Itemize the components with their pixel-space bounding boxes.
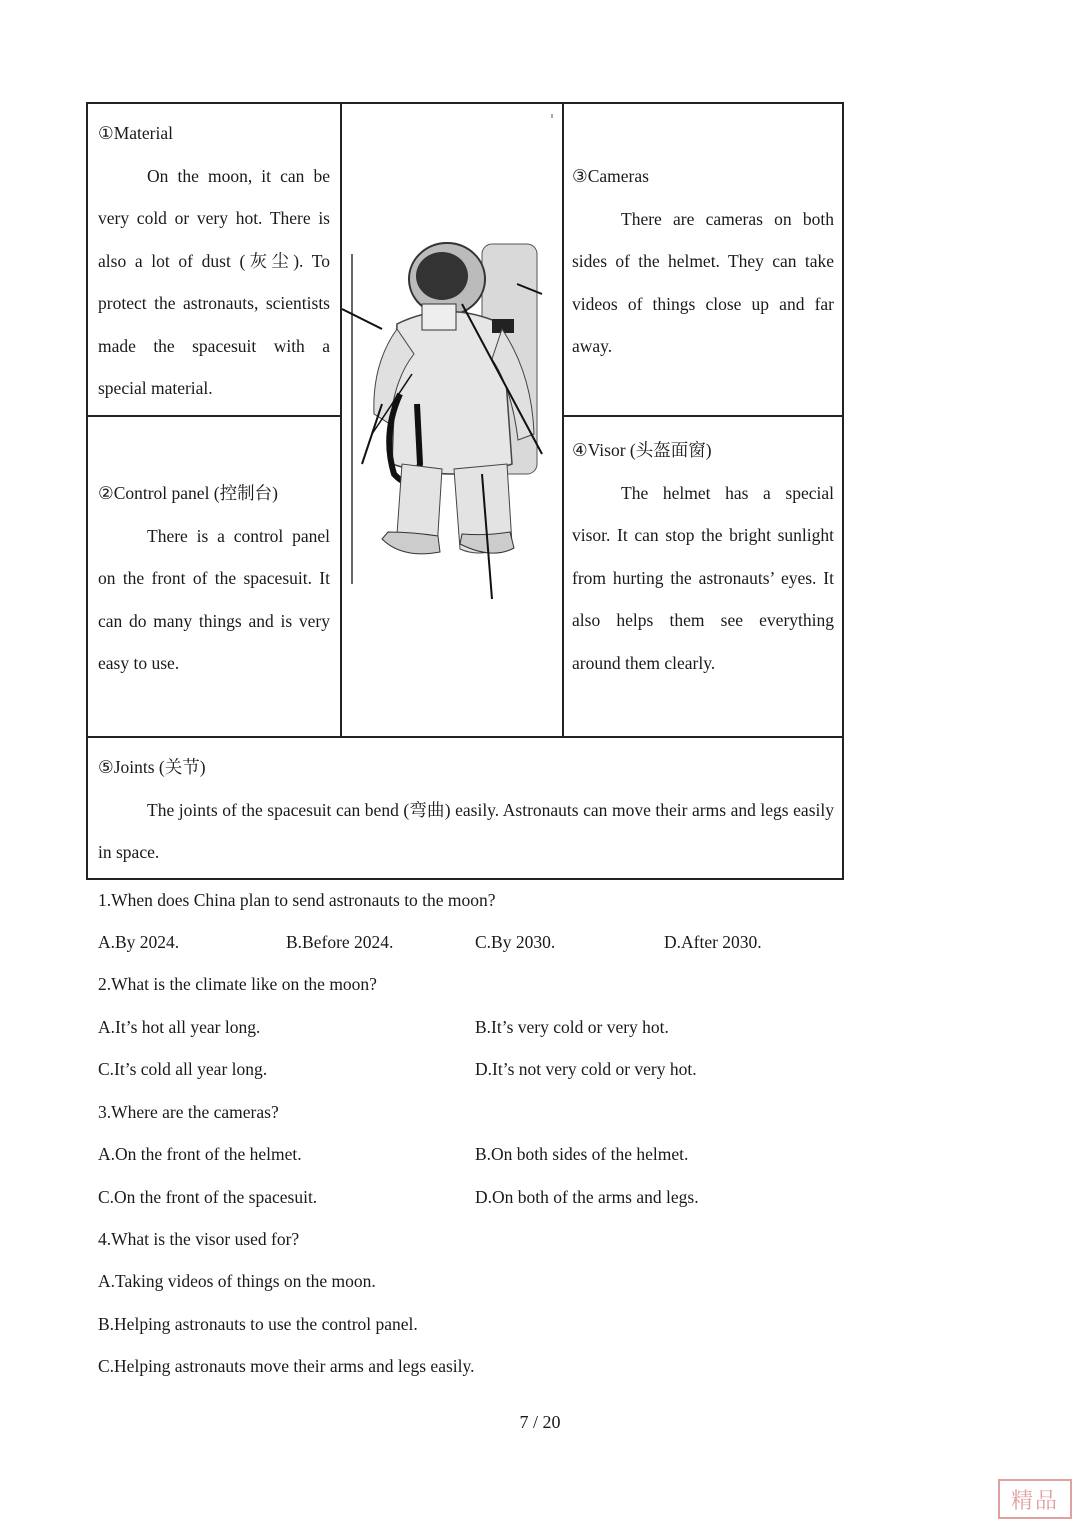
cameras-cell (572, 155, 834, 368)
joints-text: The joints of the spacesuit can bend (弯曲) easily. Astronauts can move their arms and legs easily in space. (98, 799, 834, 862)
material-title: ①Material (98, 123, 173, 143)
divider (562, 415, 844, 417)
visor-text: The helmet has a special visor. It can stop the bright sunlight from hurting the astronauts’ eyes. It also helps them see everything around them clearly. (572, 482, 834, 673)
question-4: 4.What is the visor used for? (98, 1229, 300, 1249)
option-2c[interactable]: C.It’s cold all year long. (98, 1059, 268, 1079)
visor-title: ④Visor (头盔面窗) (572, 440, 712, 460)
option-3c[interactable]: C.On the front of the spacesuit. (98, 1187, 318, 1207)
option-2b[interactable]: B.It’s very cold or very hot. (475, 1017, 669, 1037)
divider (562, 104, 564, 736)
material-text: On the moon, it can be very cold or very hot. There is also a lot of dust (灰尘). To protect the astronauts, scientists made the spacesuit with a special material. (98, 165, 330, 398)
divider (88, 415, 342, 417)
option-2d[interactable]: D.It’s not very cold or very hot. (475, 1059, 697, 1079)
material-cell (98, 112, 330, 410)
option-3d[interactable]: D.On both of the arms and legs. (475, 1187, 699, 1207)
option-1d[interactable]: D.After 2030. (664, 932, 762, 952)
joints-title: ⑤Joints (关节) (98, 757, 206, 777)
cameras-text: There are cameras on both sides of the helmet. They can take videos of things close up and far away. (572, 208, 834, 356)
joints-cell (98, 746, 834, 874)
control-panel-title: ②Control panel (控制台) (98, 483, 278, 503)
divider (88, 736, 844, 738)
page-number: 7 / 20 (519, 1412, 561, 1432)
question-3: 3.Where are the cameras? (98, 1102, 279, 1122)
watermark-stamp: 精品 (998, 1479, 1072, 1519)
option-4b[interactable]: B.Helping astronauts to use the control panel. (98, 1314, 418, 1334)
astronaut-illustration (342, 104, 562, 736)
option-1c[interactable]: C.By 2030. (475, 932, 556, 952)
option-4a[interactable]: A.Taking videos of things on the moon. (98, 1271, 376, 1291)
option-1a[interactable]: A.By 2024. (98, 932, 180, 952)
option-3b[interactable]: B.On both sides of the helmet. (475, 1144, 689, 1164)
option-1b[interactable]: B.Before 2024. (286, 932, 394, 952)
cameras-title: ③Cameras (572, 166, 649, 186)
control-panel-cell (98, 472, 330, 685)
question-2: 2.What is the climate like on the moon? (98, 974, 377, 994)
reading-table (86, 102, 844, 880)
option-3a[interactable]: A.On the front of the helmet. (98, 1144, 302, 1164)
control-panel-text: There is a control panel on the front of the spacesuit. It can do many things and is very easy to use. (98, 525, 330, 673)
option-4c[interactable]: C.Helping astronauts move their arms and legs easily. (98, 1356, 475, 1376)
option-2a[interactable]: A.It’s hot all year long. (98, 1017, 261, 1037)
question-1: 1.When does China plan to send astronauts to the moon? (98, 890, 496, 910)
visor-cell (572, 429, 834, 684)
